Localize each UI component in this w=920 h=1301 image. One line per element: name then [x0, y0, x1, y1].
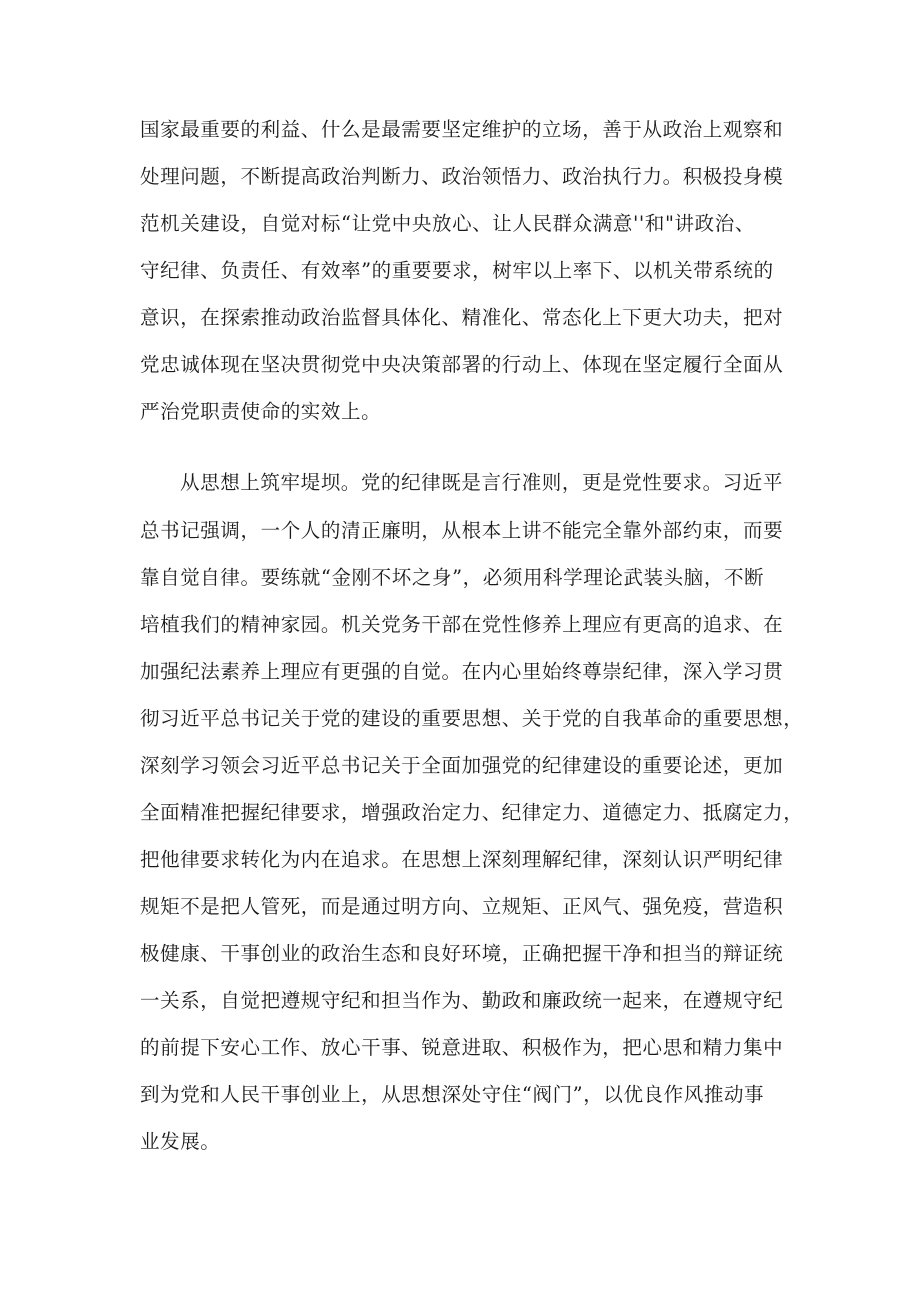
text-line: 业发展。 — [140, 1130, 221, 1153]
text-line: 一关系，自觉把遵规守纪和担当作为、勤政和廉政统一起来，在遵规守纪 — [140, 989, 784, 1012]
text-line: 靠自觉自律。要练就“金刚不坏之身”，必须用科学理论武装头脑，不断 — [140, 566, 765, 589]
text-line: 规矩不是把人管死，而是通过明方向、立规矩、正风气、强免疫，营造积 — [140, 895, 784, 918]
text-line: 处理问题，不断提高政治判断力、政治领悟力、政治执行力。积极投身模 — [140, 165, 784, 188]
text-line: 全面精准把握纪律要求，增强政治定力、纪律定力、道德定力、抵腐定力， — [140, 801, 804, 824]
text-line: 深刻学习领会习近平总书记关于全面加强党的纪律建设的重要论述，更加 — [140, 754, 784, 777]
text-line: 党忠诚体现在坚决贯彻党中央决策部署的行动上、体现在坚定履行全面从 — [140, 353, 784, 376]
text-line: 极健康、干事创业的政治生态和良好环境，正确把握干净和担当的辩证统 — [140, 942, 784, 965]
text-line: 守纪律、负责任、有效率”的重要要求，树牢以上率下、以机关带系统的 — [140, 259, 774, 282]
text-line: 加强纪法素养上理应有更强的自觉。在内心里始终尊崇纪律，深入学习贯 — [140, 660, 784, 683]
text-line: 范机关建设，自觉对标“让党中央放心、让人民群众满意''和"讲政治、 — [140, 212, 755, 235]
text-line: 总书记强调，一个人的清正廉明，从根本上讲不能完全靠外部约束，而要 — [140, 519, 784, 542]
text-line: 培植我们的精神家园。机关党务干部在党性修养上理应有更高的追求、在 — [140, 613, 784, 636]
text-line: 意识，在探索推动政治监督具体化、精准化、常态化上下更大功夫，把对 — [140, 306, 784, 329]
text-line: 严治党职责使命的实效上。 — [140, 400, 382, 423]
paragraph-first-line: 从思想上筑牢堤坝。党的纪律既是言行准则，更是党性要求。习近平 — [180, 471, 784, 494]
text-line: 国家最重要的利益、什么是最需要坚定维护的立场，善于从政治上观察和 — [140, 118, 784, 141]
text-line: 彻习近平总书记关于党的建设的重要思想、关于党的自我革命的重要思想， — [140, 707, 804, 730]
text-line: 把他律要求转化为内在追求。在思想上深刻理解纪律，深刻认识严明纪律 — [140, 848, 784, 871]
text-line: 的前提下安心工作、放心干事、锐意进取、积极作为，把心思和精力集中 — [140, 1036, 784, 1059]
text-line: 到为党和人民干事创业上，从思想深处守住“阀门”，以优良作风推动事 — [140, 1083, 765, 1106]
